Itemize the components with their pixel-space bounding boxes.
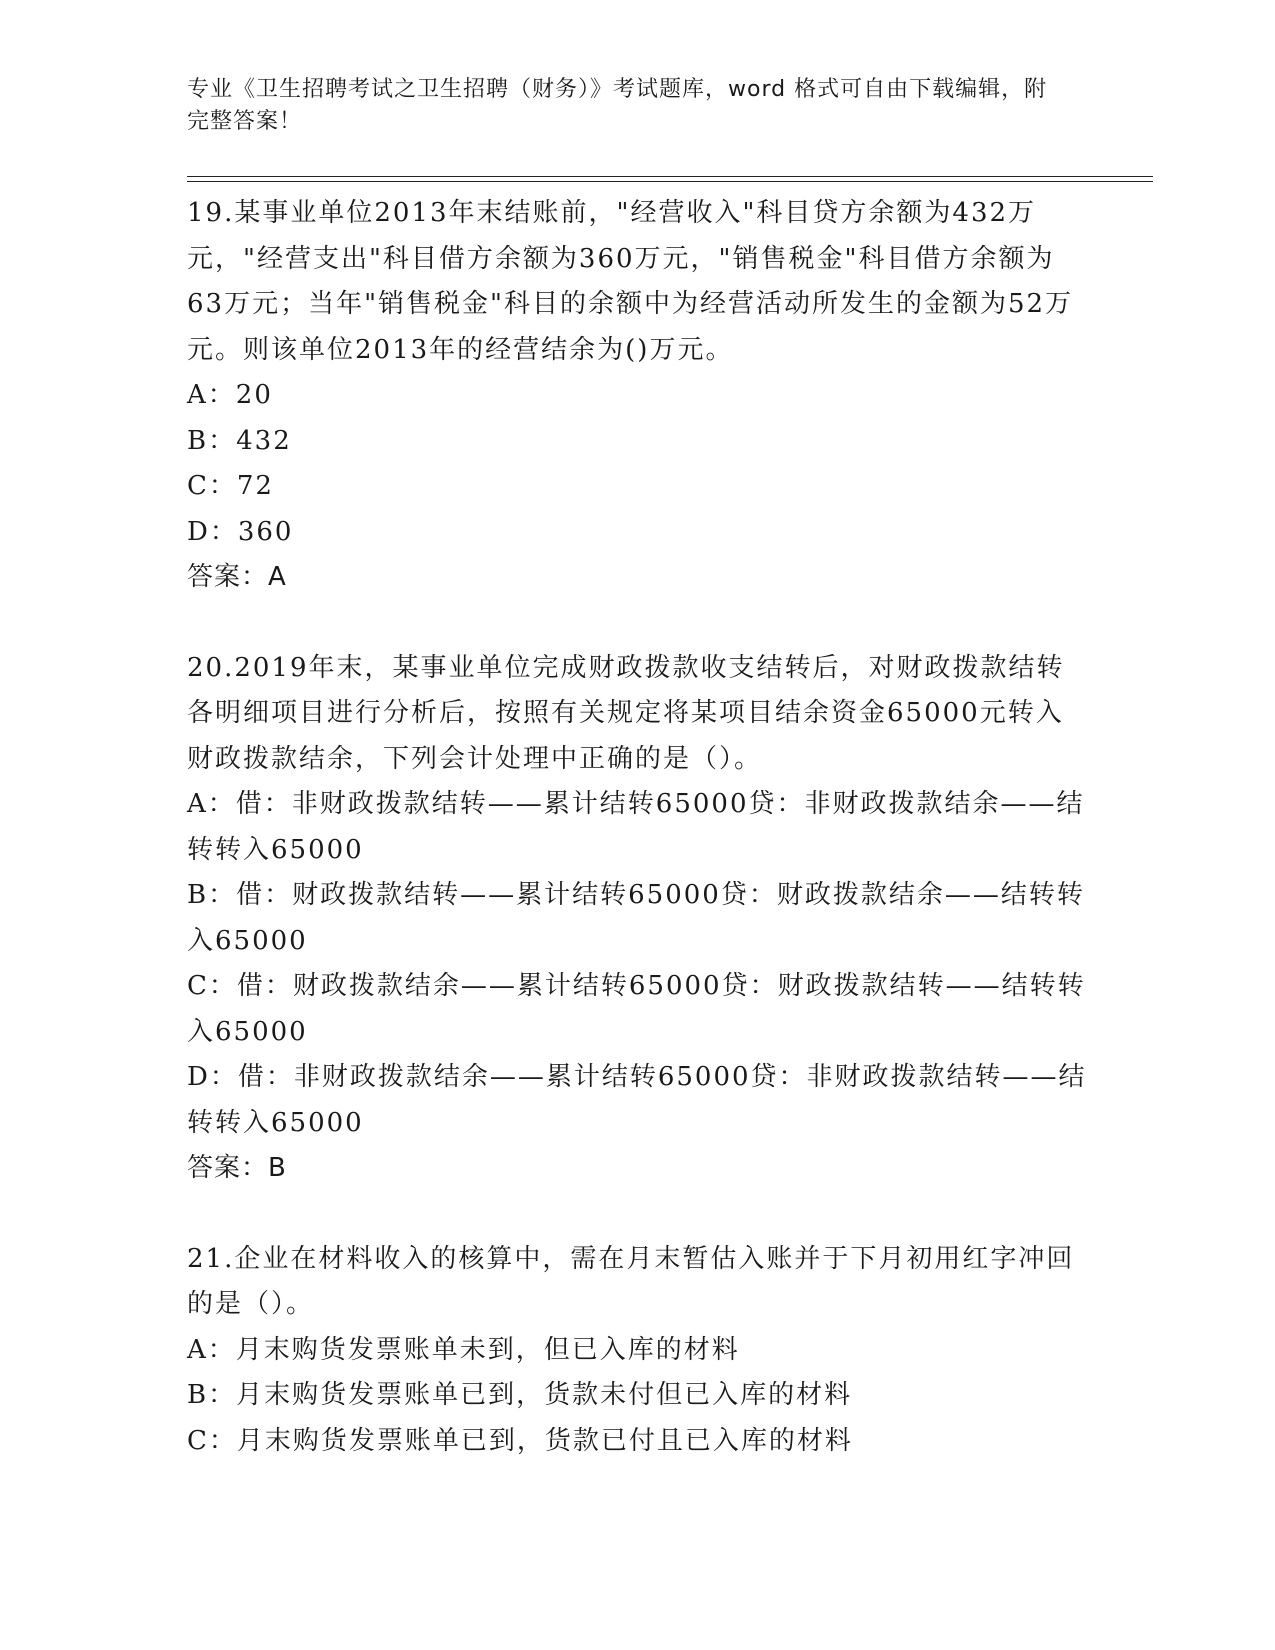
header-divider [187, 176, 1153, 177]
option-b: B：借：财政拨款结转——累计结转65000贷：财政拨款结余——结转转入65000 [187, 880, 1085, 956]
option-b: B：432 [187, 425, 292, 456]
option-d: D：借：非财政拨款结余——累计结转65000贷：非财政拨款结转——结转转入65000 [187, 1062, 1087, 1138]
option-a: A：月末购货发票账单未到，但已入库的材料 [187, 1334, 740, 1365]
question-20 [187, 646, 1087, 1192]
question-list [187, 191, 1087, 1464]
question-stem: 21.企业在材料收入的核算中，需在月末暂估入账并于下月初用红字冲回的是（）。 [187, 1243, 1075, 1319]
option-c: C：72 [187, 471, 274, 501]
option-d: D：360 [187, 516, 294, 547]
answer-line: 答案：A [187, 562, 287, 592]
question-21 [187, 1237, 1087, 1465]
question-spacer [187, 1192, 1087, 1237]
option-b: B：月末购货发票账单已到，货款未付但已入库的材料 [187, 1380, 853, 1410]
header-divider-double [187, 181, 1153, 182]
option-a: A：20 [187, 380, 273, 410]
question-stem: 19.某事业单位2013年末结账前，"经营收入"科目贷方余额为432万元，"经营支出"科目借方余额为360万元，"销售税金"科目借方余额为63万元；当年"销售税金"科目的余额中为经营活动所发生的金额为52万元。则该单位2013年的经营结余为()万元。 [187, 198, 1074, 365]
option-c: C：月末购货发票账单已到，货款已付且已入库的材料 [187, 1425, 853, 1456]
option-c: C：借：财政拨款结余——累计结转65000贷：财政拨款结转——结转转入65000 [187, 971, 1086, 1047]
option-a: A：借：非财政拨款结转——累计结转65000贷：非财政拨款结余——结转转入65000 [187, 789, 1085, 865]
question-spacer [187, 601, 1087, 646]
answer-line: 答案：B [187, 1153, 287, 1183]
question-19 [187, 191, 1087, 601]
document-header: 专业《卫生招聘考试之卫生招聘（财务）》考试题库，word 格式可自由下载编辑，附完整答案！ [187, 77, 1048, 134]
question-stem: 20.2019年末，某事业单位完成财政拨款收支结转后，对财政拨款结转各明细项目进行分析后，按照有关规定将某项目结余资金65000元转入财政拨款结余，下列会计处理中正确的是（）。 [187, 652, 1065, 774]
